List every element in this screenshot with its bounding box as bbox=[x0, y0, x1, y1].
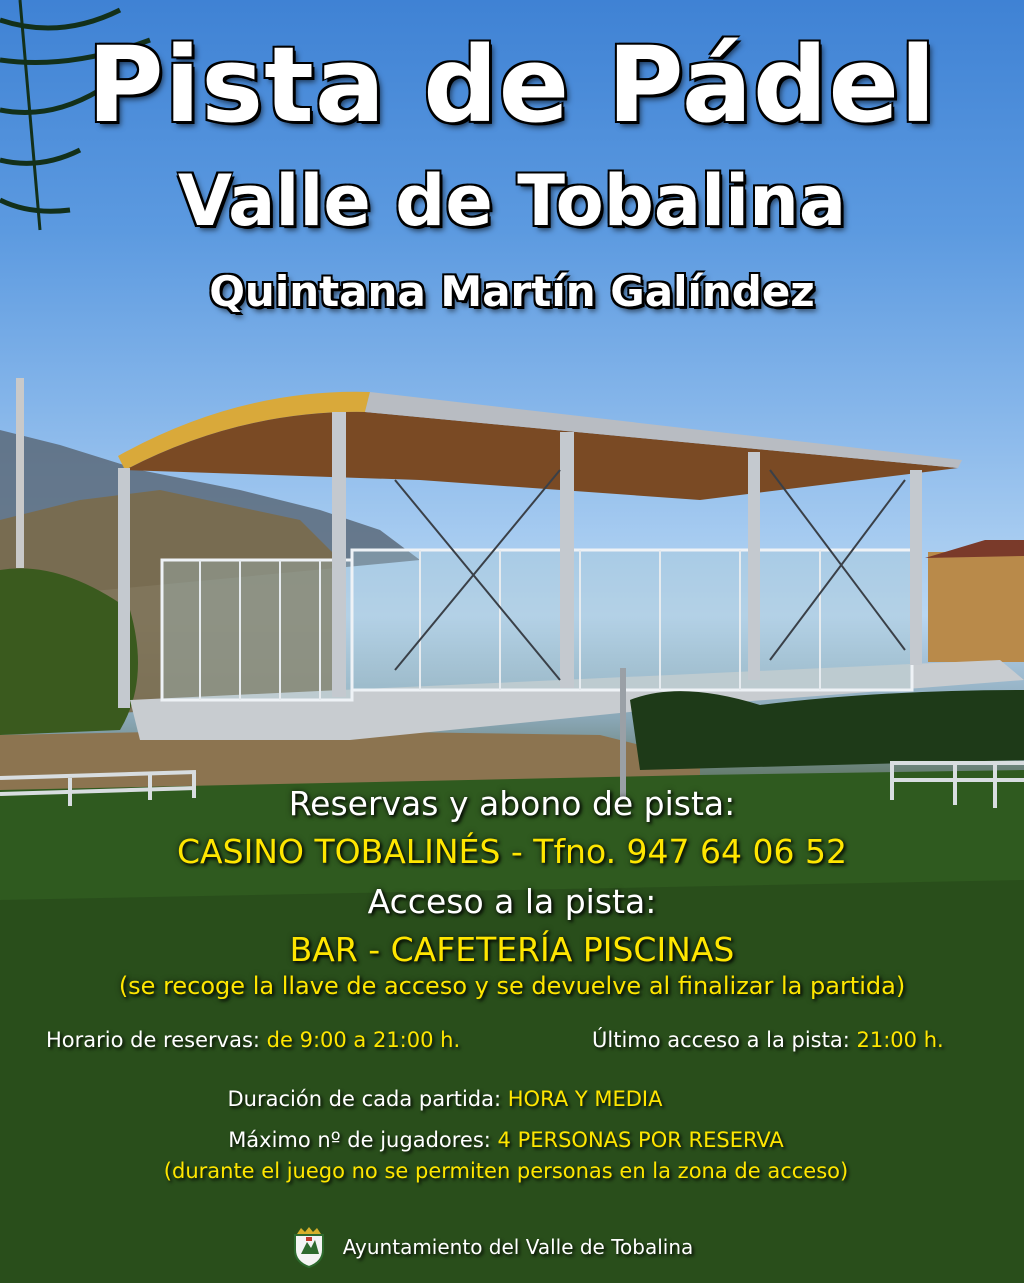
booking-contact: CASINO TOBALINÉS - Tfno. 947 64 06 52 bbox=[177, 832, 847, 871]
game-duration-value: HORA Y MEDIA bbox=[507, 1087, 663, 1111]
organization-name: Ayuntamiento del Valle de Tobalina bbox=[342, 1235, 694, 1259]
utility-pole bbox=[16, 378, 24, 568]
access-heading: Acceso a la pista: bbox=[367, 882, 657, 921]
last-access bbox=[592, 1028, 944, 1052]
max-players bbox=[0, 1128, 1012, 1152]
last-access-label: Último acceso a la pista: bbox=[592, 1028, 850, 1052]
game-duration-label: Duración de cada partida: bbox=[227, 1087, 502, 1111]
poster-title: Pista de Pádel bbox=[87, 24, 937, 146]
max-players-label: Máximo nº de jugadores: bbox=[228, 1128, 491, 1152]
booking-hours bbox=[46, 1028, 460, 1052]
footer bbox=[0, 1226, 1024, 1268]
access-note: (se recoge la llave de acceso y se devuelve al finalizar la partida) bbox=[118, 972, 906, 1000]
glass-enclosure bbox=[162, 550, 912, 700]
hedge-right bbox=[630, 690, 1024, 770]
access-place: BAR - CAFETERÍA PISCINAS bbox=[289, 930, 735, 969]
last-access-value: 21:00 h. bbox=[856, 1028, 944, 1052]
lamp-post bbox=[620, 668, 626, 800]
booking-hours-value: de 9:00 a 21:00 h. bbox=[266, 1028, 461, 1052]
game-duration bbox=[0, 1087, 890, 1111]
booking-hours-label: Horario de reservas: bbox=[46, 1028, 260, 1052]
booking-heading: Reservas y abono de pista: bbox=[288, 784, 736, 823]
location-name: Quintana Martín Galíndez bbox=[209, 267, 815, 316]
max-players-value: 4 PERSONAS POR RESERVA bbox=[497, 1128, 784, 1152]
players-note: (durante el juego no se permiten personas en la zona de acceso) bbox=[163, 1159, 849, 1183]
poster-subtitle: Valle de Tobalina bbox=[177, 160, 847, 242]
coat-of-arms-icon bbox=[291, 1226, 327, 1268]
building-right bbox=[928, 552, 1024, 662]
